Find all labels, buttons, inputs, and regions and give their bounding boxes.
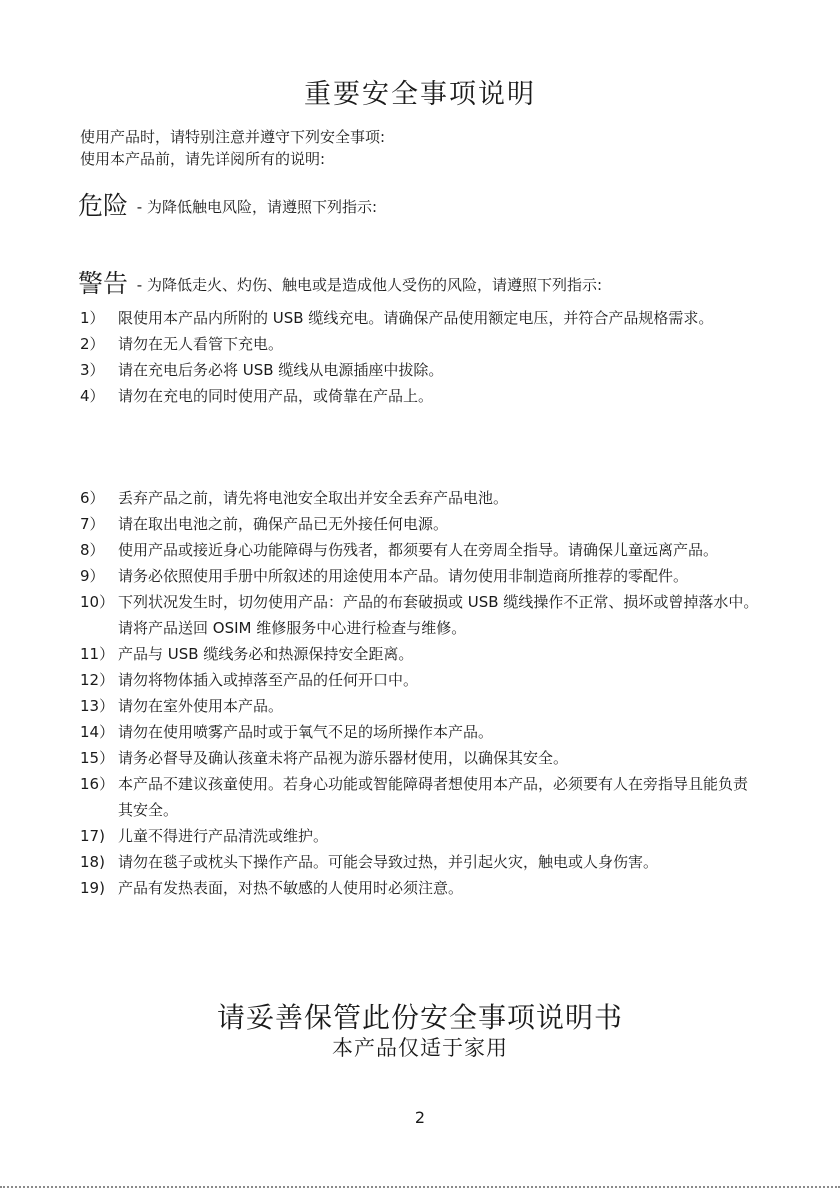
list-item (80, 563, 760, 589)
item-number: 3） (80, 361, 105, 379)
item-number: 6） (80, 489, 105, 507)
item-number: 18) (80, 853, 105, 871)
item-text: 请在取出电池之前，确保产品已无外接任何电源。 (118, 515, 449, 533)
item-number: 14） (80, 723, 115, 741)
item-text: 请务必依照使用手册中所叙述的用途使用本产品。请勿使用非制造商所推荐的零配件。 (118, 567, 689, 585)
page-title: 重要安全事项说明 (304, 79, 536, 110)
item-text: 丢弃产品之前，请先将电池安全取出并安全丢弃产品电池。 (118, 489, 509, 507)
item-text: 产品与 USB 缆线务必和热源保持安全距离。 (118, 645, 414, 663)
item-text: 本产品不建议孩童使用。若身心功能或智能障碍者想使用本产品，必须要有人在旁指导且能负责其安全。 (118, 775, 749, 819)
item-number: 15） (80, 749, 115, 767)
intro-line-1: 使用产品时，请特别注意并遵守下列安全事项: (80, 128, 386, 146)
item-text: 请在充电后务必将 USB 缆线从电源插座中拔除。 (118, 361, 444, 379)
list-item (80, 719, 760, 745)
item-text: 请勿将物体插入或掉落至产品的任何开口中。 (118, 671, 419, 689)
item-number: 16） (80, 775, 115, 793)
item-text: 产品有发热表面，对热不敏感的人使用时必须注意。 (118, 879, 464, 897)
list-item (80, 305, 760, 331)
bottom-dotted-border (0, 1186, 840, 1190)
list-item (80, 693, 760, 719)
list-item (80, 667, 760, 693)
item-number: 8） (80, 541, 105, 559)
list-item (80, 589, 760, 641)
list-item (80, 875, 760, 901)
item-number: 10） (80, 593, 115, 611)
warning-list-a (80, 305, 760, 409)
item-number: 1） (80, 309, 105, 327)
list-item (80, 641, 760, 667)
item-number: 2） (80, 335, 105, 353)
item-number: 11） (80, 645, 115, 663)
item-number: 9） (80, 567, 105, 585)
list-item (80, 849, 760, 875)
item-text: 儿童不得进行产品清洗或维护。 (118, 827, 329, 845)
item-text: 下列状况发生时，切勿使用产品：产品的布套破损或 USB 缆线操作不正常、损坏或曾掉落水中。请将产品送回 OSIM 维修服务中心进行检查与维修。 (118, 593, 759, 637)
list-item (80, 823, 760, 849)
item-number: 7） (80, 515, 105, 533)
danger-label: 危险 (78, 191, 129, 220)
footer-subtitle: 本产品仅适于家用 (332, 1036, 508, 1060)
intro-text (80, 126, 385, 170)
item-number: 13） (80, 697, 115, 715)
list-item (80, 383, 760, 409)
list-item (80, 745, 760, 771)
warning-heading (78, 270, 602, 299)
warning-list-b (80, 485, 760, 901)
list-item (80, 511, 760, 537)
list-item (80, 331, 760, 357)
list-item (80, 771, 760, 823)
item-text: 请勿在毯子或枕头下操作产品。可能会导致过热，并引起火灾，触电或人身伤害。 (118, 853, 659, 871)
item-text: 请务必督导及确认孩童未将产品视为游乐器材使用，以确保其安全。 (118, 749, 569, 767)
item-number: 12） (80, 671, 115, 689)
warning-label: 警告 (78, 269, 129, 298)
item-number: 17) (80, 827, 105, 845)
warning-text: - 为降低走火、灼伤、触电或是造成他人受伤的风险，请遵照下列指示: (132, 276, 603, 294)
item-text: 请勿在室外使用本产品。 (118, 697, 284, 715)
item-number: 19) (80, 879, 105, 897)
item-text: 使用产品或接近身心功能障碍与伤残者，都须要有人在旁周全指导。请确保儿童远离产品。 (118, 541, 719, 559)
danger-text: - 为降低触电风险，请遵照下列指示: (132, 198, 378, 216)
page-number: 2 (414, 1108, 426, 1127)
item-text: 请勿在无人看管下充电。 (118, 335, 284, 353)
item-text: 请勿在使用喷雾产品时或于氧气不足的场所操作本产品。 (118, 723, 494, 741)
item-number: 4） (80, 387, 105, 405)
item-text: 请勿在充电的同时使用产品，或倚靠在产品上。 (118, 387, 434, 405)
list-item (80, 357, 760, 383)
list-item (80, 537, 760, 563)
item-text: 限使用本产品内所附的 USB 缆线充电。请确保产品使用额定电压，并符合产品规格需求。 (118, 309, 714, 327)
danger-heading (78, 192, 377, 221)
intro-line-2: 使用本产品前，请先详阅所有的说明: (80, 150, 326, 168)
list-item (80, 485, 760, 511)
footer-title: 请妥善保管此份安全事项说明书 (216, 1001, 623, 1034)
